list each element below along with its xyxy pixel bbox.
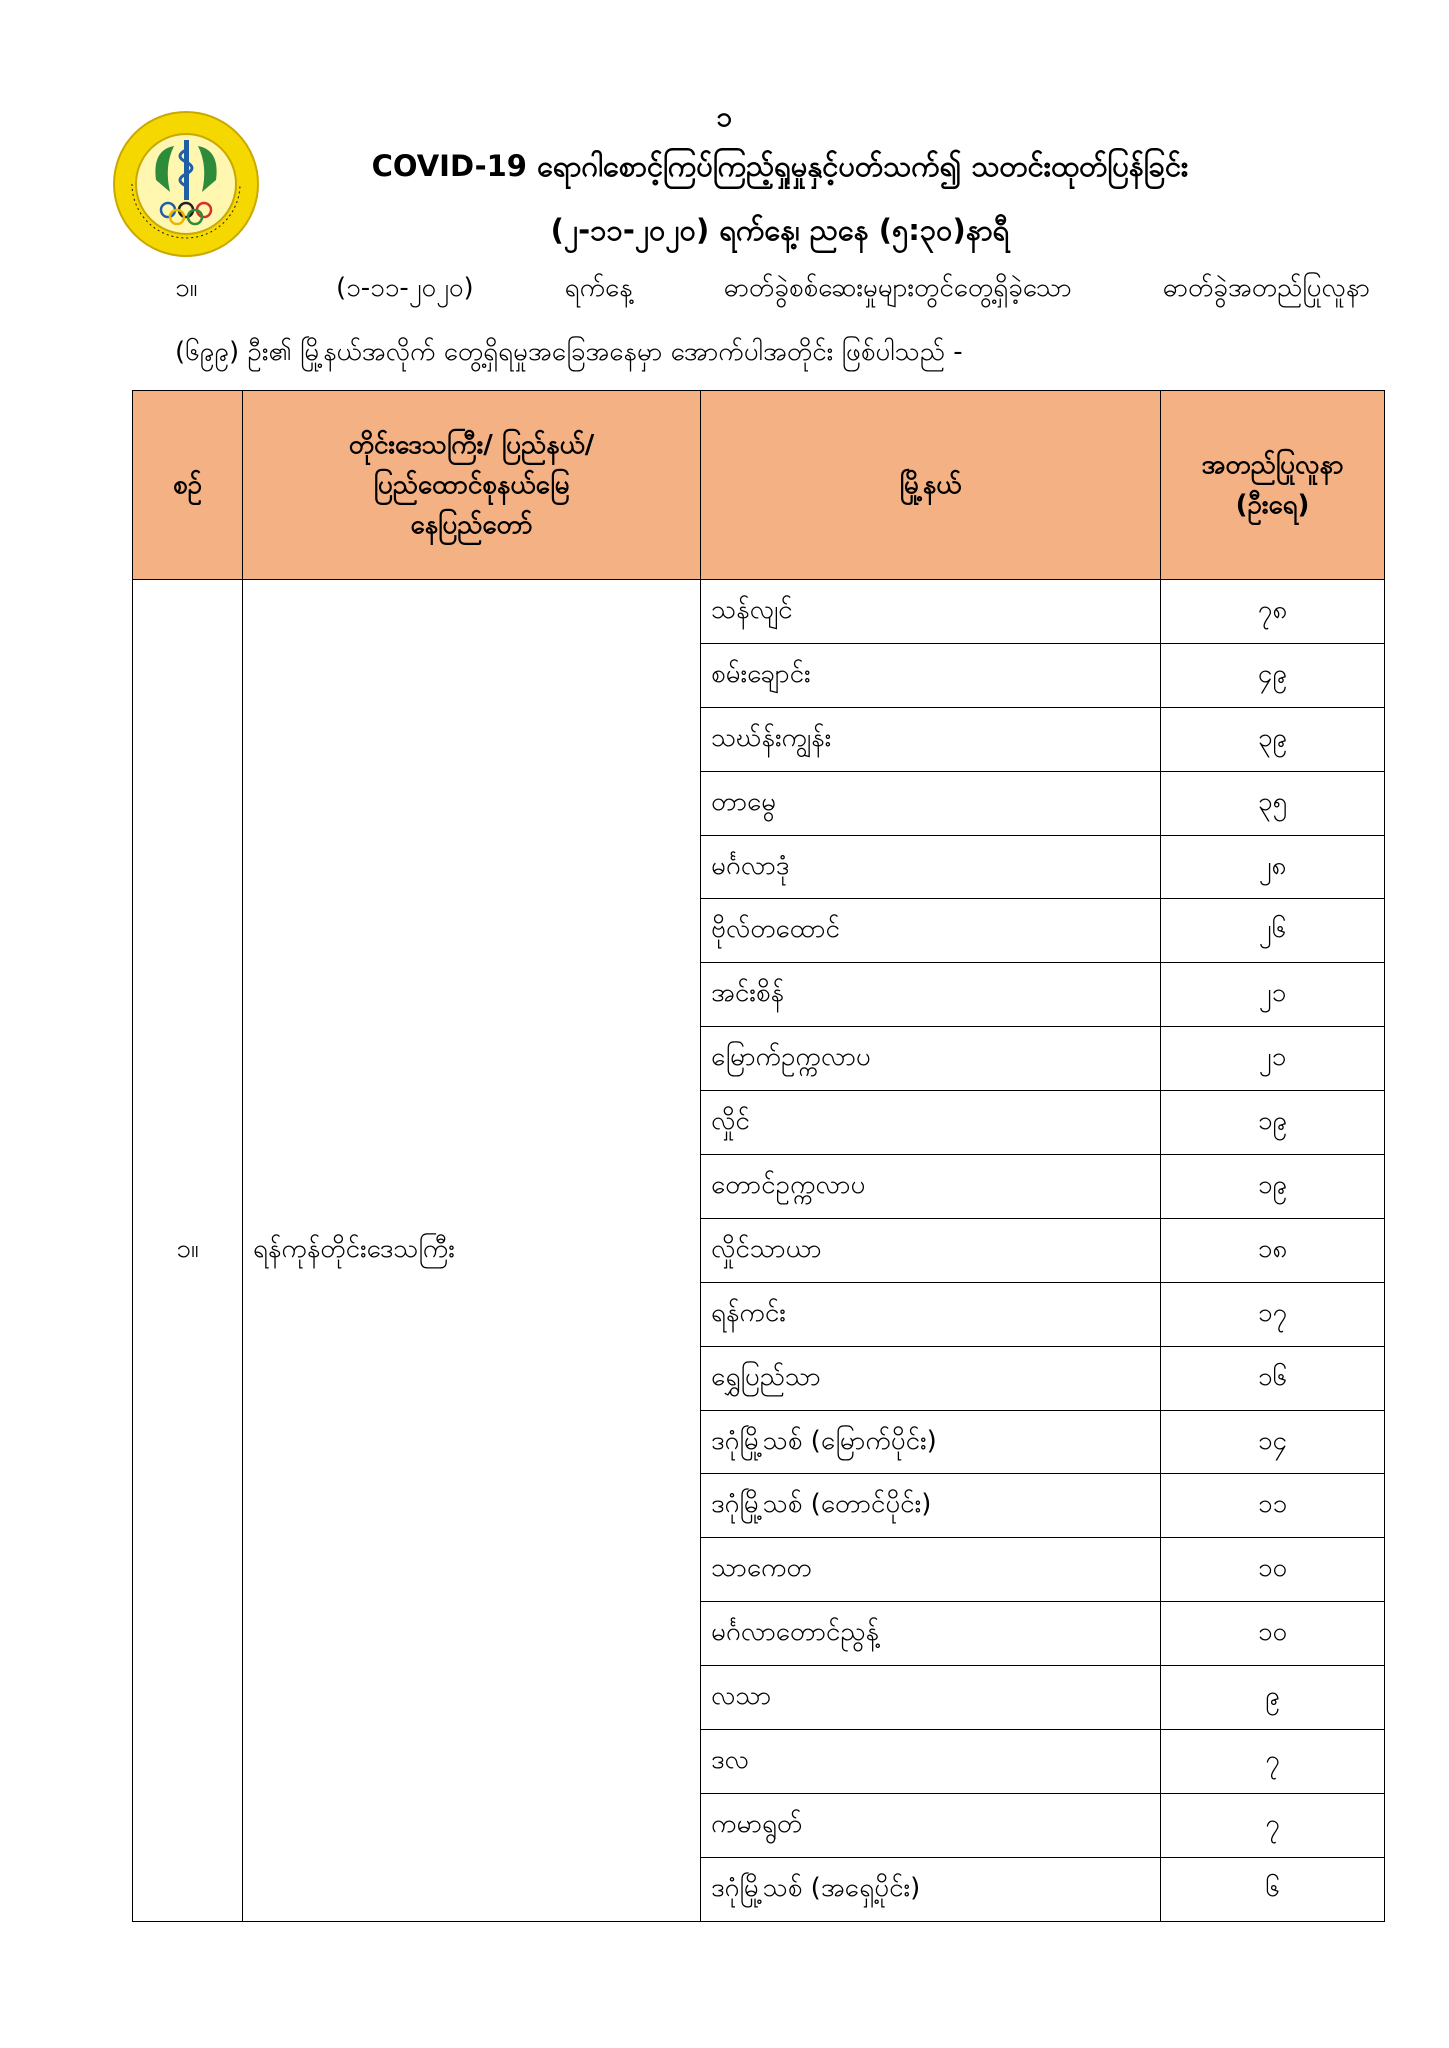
cell-count: ၄၉ (1161, 643, 1385, 707)
cell-count: ၇၈ (1161, 580, 1385, 644)
intro-word-3: ဓာတ်ခွဲအတည်ပြုလူနာ (1162, 273, 1370, 303)
header-township: မြို့နယ် (701, 391, 1161, 580)
header-count-line-2: (ဦးရေ) (1235, 490, 1310, 520)
cell-count: ၂၈ (1161, 835, 1385, 899)
cell-township: တောင်ဥက္ကလာပ (701, 1155, 1161, 1219)
cell-count: ၁၁ (1161, 1474, 1385, 1538)
cell-count: ၁၉ (1161, 1091, 1385, 1155)
intro-word-2: ဓာတ်ခွဲစစ်ဆေးမှုများတွင်တွေ့ရှိခဲ့သော (723, 273, 1072, 303)
table-header-row (133, 391, 1385, 580)
cell-count: ၃၉ (1161, 707, 1385, 771)
intro-date: (၁-၁၁-၂၀၂၀) (335, 273, 474, 303)
header-serial: စဉ် (133, 391, 243, 580)
ministry-of-health-and-sports-logo (112, 110, 260, 258)
cell-count: ၂၁ (1161, 963, 1385, 1027)
cell-region: ရန်ကုန်တိုင်းဒေသကြီး (243, 580, 701, 1922)
intro-line-2: (၆၉၉) ဦး၏ မြို့နယ်အလိုက် တွေ့ရှိရမှုအခြေအနေမှာ အောက်ပါအတိုင်း ဖြစ်ပါသည် - (175, 337, 963, 367)
table-row (133, 580, 1385, 644)
cell-township: တာမွေ (701, 771, 1161, 835)
cell-township: အင်းစိန် (701, 963, 1161, 1027)
intro-line-1 (175, 272, 1370, 305)
cell-township: ဗိုလ်တထောင် (701, 899, 1161, 963)
cell-township: သဃ်န်းကျွန်း (701, 707, 1161, 771)
cell-township: ကမာရွတ် (701, 1793, 1161, 1857)
header-count (1161, 391, 1385, 580)
cell-township: ရန်ကင်း (701, 1282, 1161, 1346)
cell-count: ၁၆ (1161, 1346, 1385, 1410)
cell-township: လှိုင်သာယာ (701, 1218, 1161, 1282)
header-region-line-2: ပြည်ထောင်စုနယ်မြေ (373, 469, 570, 500)
cell-township: ဒဂုံမြို့သစ် (မြောက်ပိုင်း) (701, 1410, 1161, 1474)
cell-township: သာကေတ (701, 1538, 1161, 1602)
cell-count: ၁၀ (1161, 1602, 1385, 1666)
cell-township: ရွှေပြည်သာ (701, 1346, 1161, 1410)
cell-count: ၂၆ (1161, 899, 1385, 963)
cell-count: ၁၀ (1161, 1538, 1385, 1602)
cell-count: ၃၅ (1161, 771, 1385, 835)
township-cases-table (132, 390, 1385, 1922)
cell-township: မြောက်ဥက္ကလာပ (701, 1027, 1161, 1091)
cell-township: ဒဂုံမြို့သစ် (တောင်ပိုင်း) (701, 1474, 1161, 1538)
header-region-line-1: တိုင်းဒေသကြီး/ ပြည်နယ်/ (348, 429, 595, 460)
press-release-title: COVID-19 ရောဂါစောင့်ကြပ်ကြည့်ရှုမှုနှင့်ပတ်သက်၍ သတင်းထုတ်ပြန်ခြင်း (371, 149, 1189, 183)
cell-township: မင်္ဂလာတောင်ညွန့် (701, 1602, 1161, 1666)
cell-count: ၂၁ (1161, 1027, 1385, 1091)
cell-count: ၁၇ (1161, 1282, 1385, 1346)
cell-township: မင်္ဂလာဒုံ (701, 835, 1161, 899)
press-release-date-time: (၂-၁၁-၂၀၂၀) ရက်နေ့၊ ညနေ (၅:၃၀)နာရီ (550, 213, 1010, 247)
cell-township: ဒဂုံမြို့သစ် (အရှေ့ပိုင်း) (701, 1857, 1161, 1921)
cell-serial: ၁။ (133, 580, 243, 1922)
intro-word-1: ရက်နေ့ (564, 273, 633, 303)
cell-township: ဒလ (701, 1730, 1161, 1794)
intro-number: ၁။ (175, 273, 198, 303)
cell-township: လသာ (701, 1666, 1161, 1730)
cell-count: ၁၄ (1161, 1410, 1385, 1474)
cell-count: ၁၉ (1161, 1155, 1385, 1219)
cell-count: ၁၈ (1161, 1218, 1385, 1282)
header-region (243, 391, 701, 580)
cell-count: ၆ (1161, 1857, 1385, 1921)
cell-count: ၇ (1161, 1730, 1385, 1794)
cell-count: ၇ (1161, 1793, 1385, 1857)
cell-township: စမ်းချောင်း (701, 643, 1161, 707)
header-region-line-3: နေပြည်တော် (410, 510, 533, 541)
page-number: ၁ (716, 100, 733, 133)
cell-township: သန်လျင် (701, 580, 1161, 644)
header-count-line-1: အတည်ပြုလူနာ (1201, 449, 1344, 480)
cell-township: လှိုင် (701, 1091, 1161, 1155)
table-body (133, 580, 1385, 1922)
cell-count: ၉ (1161, 1666, 1385, 1730)
